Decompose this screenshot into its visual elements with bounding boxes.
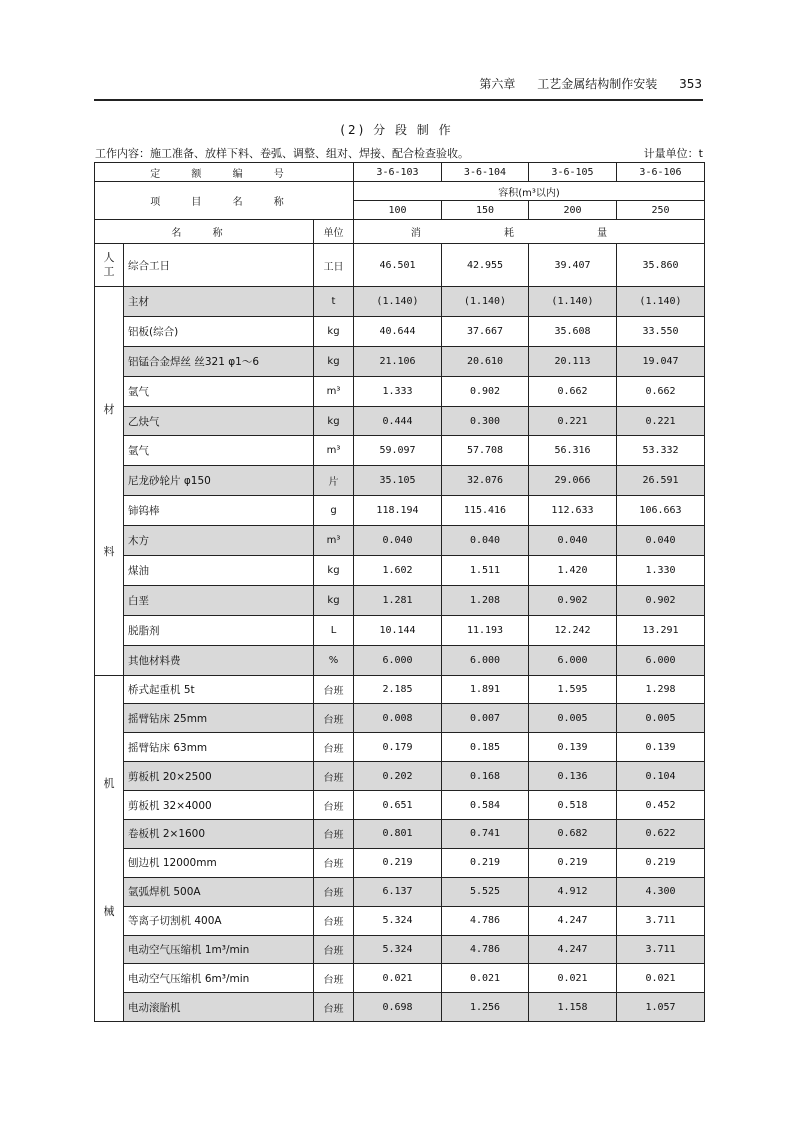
value-cell: 0.021 bbox=[354, 964, 442, 993]
value-cell: 29.066 bbox=[529, 466, 617, 496]
value-cell: 0.662 bbox=[617, 376, 705, 406]
volume-label: 容积(m³以内) bbox=[354, 182, 705, 201]
value-cell: 0.221 bbox=[617, 406, 705, 436]
table-row bbox=[95, 762, 705, 791]
unit-cell: 台班 bbox=[314, 733, 354, 762]
value-cell: 0.139 bbox=[617, 733, 705, 762]
unit-cell: 台班 bbox=[314, 791, 354, 820]
item-name-cell: 电动滚胎机 bbox=[124, 993, 314, 1022]
value-cell: 21.106 bbox=[354, 346, 442, 376]
table-row bbox=[95, 906, 705, 935]
item-name-cell: 铝锰合金焊丝 丝321 φ1～6 bbox=[124, 346, 314, 376]
value-cell: (1.140) bbox=[529, 287, 617, 317]
category-cell: 机 械 bbox=[95, 675, 124, 1022]
value-cell: 33.550 bbox=[617, 316, 705, 346]
column-header-consumption: 消 耗 量 bbox=[354, 220, 705, 244]
item-name-cell: 铈钨棒 bbox=[124, 496, 314, 526]
unit-cell: 片 bbox=[314, 466, 354, 496]
value-cell: 1.333 bbox=[354, 376, 442, 406]
table-row bbox=[95, 877, 705, 906]
unit-cell: kg bbox=[314, 316, 354, 346]
item-name-cell: 其他材料费 bbox=[124, 645, 314, 675]
value-cell: (1.140) bbox=[354, 287, 442, 317]
value-cell: 0.902 bbox=[442, 376, 529, 406]
unit-cell: 台班 bbox=[314, 993, 354, 1022]
unit-cell: kg bbox=[314, 346, 354, 376]
unit-cell: 台班 bbox=[314, 704, 354, 733]
value-cell: 53.332 bbox=[617, 436, 705, 466]
value-cell: 2.185 bbox=[354, 675, 442, 704]
value-cell: 0.221 bbox=[529, 406, 617, 436]
value-cell: 1.602 bbox=[354, 556, 442, 586]
value-cell: 0.202 bbox=[354, 762, 442, 791]
item-name-cell: 摇臂钻床 63mm bbox=[124, 733, 314, 762]
value-cell: 115.416 bbox=[442, 496, 529, 526]
value-cell: 10.144 bbox=[354, 615, 442, 645]
category-cell: 材 料 bbox=[95, 287, 124, 676]
value-cell: 0.104 bbox=[617, 762, 705, 791]
value-cell: 0.662 bbox=[529, 376, 617, 406]
value-cell: 6.000 bbox=[529, 645, 617, 675]
value-cell: 46.501 bbox=[354, 244, 442, 287]
value-cell: 37.667 bbox=[442, 316, 529, 346]
unit-cell: kg bbox=[314, 406, 354, 436]
table-row bbox=[95, 704, 705, 733]
value-cell: 42.955 bbox=[442, 244, 529, 287]
value-cell: 1.208 bbox=[442, 585, 529, 615]
value-cell: 1.256 bbox=[442, 993, 529, 1022]
value-cell: 1.511 bbox=[442, 556, 529, 586]
value-cell: 1.158 bbox=[529, 993, 617, 1022]
table-row bbox=[95, 585, 705, 615]
item-name-cell: 脱脂剂 bbox=[124, 615, 314, 645]
value-cell: 0.219 bbox=[529, 848, 617, 877]
value-cell: 0.452 bbox=[617, 791, 705, 820]
table-row bbox=[95, 848, 705, 877]
table-row bbox=[95, 993, 705, 1022]
value-cell: 0.651 bbox=[354, 791, 442, 820]
table-row bbox=[95, 436, 705, 466]
value-cell: 1.281 bbox=[354, 585, 442, 615]
value-cell: 32.076 bbox=[442, 466, 529, 496]
unit-cell: 台班 bbox=[314, 820, 354, 849]
table-row bbox=[95, 244, 705, 287]
table-row bbox=[95, 496, 705, 526]
value-cell: 4.786 bbox=[442, 935, 529, 964]
value-cell: 0.040 bbox=[442, 526, 529, 556]
unit-cell: 工日 bbox=[314, 244, 354, 287]
value-cell: 1.057 bbox=[617, 993, 705, 1022]
value-cell: 39.407 bbox=[529, 244, 617, 287]
table-row bbox=[95, 346, 705, 376]
value-cell: 0.136 bbox=[529, 762, 617, 791]
value-cell: 11.193 bbox=[442, 615, 529, 645]
value-cell: 0.139 bbox=[529, 733, 617, 762]
header-rule bbox=[94, 99, 703, 101]
code-cell: 3-6-104 bbox=[442, 163, 529, 182]
value-cell: 5.324 bbox=[354, 906, 442, 935]
table-row bbox=[95, 376, 705, 406]
value-cell: 0.219 bbox=[617, 848, 705, 877]
table-row bbox=[95, 526, 705, 556]
volume-cell: 200 bbox=[529, 201, 617, 220]
value-cell: 4.786 bbox=[442, 906, 529, 935]
value-cell: 0.518 bbox=[529, 791, 617, 820]
value-cell: 118.194 bbox=[354, 496, 442, 526]
table-row bbox=[95, 820, 705, 849]
code-cell: 3-6-105 bbox=[529, 163, 617, 182]
item-name-cell: 木方 bbox=[124, 526, 314, 556]
table-row bbox=[95, 675, 705, 704]
value-cell: 0.698 bbox=[354, 993, 442, 1022]
unit-cell: 台班 bbox=[314, 848, 354, 877]
value-cell: 20.610 bbox=[442, 346, 529, 376]
unit-cell: L bbox=[314, 615, 354, 645]
unit-cell: 台班 bbox=[314, 762, 354, 791]
value-cell: 0.584 bbox=[442, 791, 529, 820]
value-cell: 106.663 bbox=[617, 496, 705, 526]
column-header-name: 名 称 bbox=[95, 220, 314, 244]
value-cell: 0.622 bbox=[617, 820, 705, 849]
value-cell: 0.902 bbox=[617, 585, 705, 615]
value-cell: 20.113 bbox=[529, 346, 617, 376]
value-cell: (1.140) bbox=[617, 287, 705, 317]
value-cell: 112.633 bbox=[529, 496, 617, 526]
value-cell: 1.298 bbox=[617, 675, 705, 704]
item-name-cell: 剪板机 20×2500 bbox=[124, 762, 314, 791]
value-cell: 0.021 bbox=[442, 964, 529, 993]
value-cell: 1.330 bbox=[617, 556, 705, 586]
value-cell: 26.591 bbox=[617, 466, 705, 496]
value-cell: 0.021 bbox=[617, 964, 705, 993]
item-name-cell: 摇臂钻床 25mm bbox=[124, 704, 314, 733]
value-cell: 0.902 bbox=[529, 585, 617, 615]
item-name-cell: 尼龙砂轮片 φ150 bbox=[124, 466, 314, 496]
value-cell: 0.168 bbox=[442, 762, 529, 791]
value-cell: 1.891 bbox=[442, 675, 529, 704]
value-cell: 3.711 bbox=[617, 906, 705, 935]
unit-cell: g bbox=[314, 496, 354, 526]
unit-cell: m³ bbox=[314, 526, 354, 556]
code-cell: 3-6-103 bbox=[354, 163, 442, 182]
unit-cell: m³ bbox=[314, 376, 354, 406]
item-name-cell: 电动空气压缩机 1m³/min bbox=[124, 935, 314, 964]
value-cell: 35.608 bbox=[529, 316, 617, 346]
unit-cell: % bbox=[314, 645, 354, 675]
value-cell: 4.247 bbox=[529, 935, 617, 964]
value-cell: 6.000 bbox=[617, 645, 705, 675]
item-name-cell: 电动空气压缩机 6m³/min bbox=[124, 964, 314, 993]
item-name-cell: 白垩 bbox=[124, 585, 314, 615]
volume-cell: 100 bbox=[354, 201, 442, 220]
unit-label: 计量单位：t bbox=[643, 147, 703, 160]
value-cell: 0.040 bbox=[617, 526, 705, 556]
chapter-label: 第六章 bbox=[479, 77, 516, 91]
value-cell: 4.300 bbox=[617, 877, 705, 906]
item-name-cell: 氩气 bbox=[124, 436, 314, 466]
table-row bbox=[95, 287, 705, 317]
column-header-unit: 单位 bbox=[314, 220, 354, 244]
value-cell: 59.097 bbox=[354, 436, 442, 466]
value-cell: 4.247 bbox=[529, 906, 617, 935]
item-name-cell: 桥式起重机 5t bbox=[124, 675, 314, 704]
unit-cell: 台班 bbox=[314, 877, 354, 906]
value-cell: 0.300 bbox=[442, 406, 529, 436]
value-cell: 0.219 bbox=[442, 848, 529, 877]
section-title: 工艺金属结构制作安装 bbox=[537, 77, 658, 91]
volume-cell: 150 bbox=[442, 201, 529, 220]
value-cell: 35.860 bbox=[617, 244, 705, 287]
value-cell: 1.420 bbox=[529, 556, 617, 586]
item-name-cell: 铝板(综合) bbox=[124, 316, 314, 346]
value-cell: 1.595 bbox=[529, 675, 617, 704]
value-cell: 0.801 bbox=[354, 820, 442, 849]
value-cell: 0.185 bbox=[442, 733, 529, 762]
unit-cell: kg bbox=[314, 585, 354, 615]
unit-cell: 台班 bbox=[314, 675, 354, 704]
value-cell: 0.682 bbox=[529, 820, 617, 849]
value-cell: 0.179 bbox=[354, 733, 442, 762]
value-cell: 35.105 bbox=[354, 466, 442, 496]
table-row bbox=[95, 645, 705, 675]
item-name-cell: 卷板机 2×1600 bbox=[124, 820, 314, 849]
value-cell: 0.005 bbox=[529, 704, 617, 733]
table-row bbox=[95, 466, 705, 496]
category-cell: 人 工 bbox=[95, 244, 124, 287]
value-cell: 6.137 bbox=[354, 877, 442, 906]
table-row bbox=[95, 791, 705, 820]
code-cell: 3-6-106 bbox=[617, 163, 705, 182]
value-cell: (1.140) bbox=[442, 287, 529, 317]
table-row bbox=[95, 935, 705, 964]
item-name-cell: 氩弧焊机 500A bbox=[124, 877, 314, 906]
unit-cell: 台班 bbox=[314, 906, 354, 935]
table-row bbox=[95, 556, 705, 586]
unit-cell: 台班 bbox=[314, 935, 354, 964]
work-content: 工作内容：施工准备、放样下料、卷弧、调整、组对、焊接、配合检查验收。 bbox=[95, 147, 469, 160]
value-cell: 0.021 bbox=[529, 964, 617, 993]
value-cell: 4.912 bbox=[529, 877, 617, 906]
quota-number-label: 定 额 编 号 bbox=[95, 163, 354, 182]
value-cell: 56.316 bbox=[529, 436, 617, 466]
table-row bbox=[95, 316, 705, 346]
value-cell: 5.525 bbox=[442, 877, 529, 906]
value-cell: 0.741 bbox=[442, 820, 529, 849]
unit-cell: t bbox=[314, 287, 354, 317]
item-name-cell: 氩气 bbox=[124, 376, 314, 406]
item-name-cell: 剪板机 32×4000 bbox=[124, 791, 314, 820]
value-cell: 0.219 bbox=[354, 848, 442, 877]
value-cell: 0.040 bbox=[354, 526, 442, 556]
item-name-cell: 煤油 bbox=[124, 556, 314, 586]
table-row bbox=[95, 733, 705, 762]
quota-table bbox=[94, 162, 705, 1022]
value-cell: 19.047 bbox=[617, 346, 705, 376]
value-cell: 13.291 bbox=[617, 615, 705, 645]
value-cell: 0.444 bbox=[354, 406, 442, 436]
page-number: 353 bbox=[679, 77, 702, 91]
value-cell: 40.644 bbox=[354, 316, 442, 346]
volume-cell: 250 bbox=[617, 201, 705, 220]
unit-cell: 台班 bbox=[314, 964, 354, 993]
unit-cell: kg bbox=[314, 556, 354, 586]
page-title: (2) 分 段 制 作 bbox=[340, 123, 454, 137]
value-cell: 0.007 bbox=[442, 704, 529, 733]
value-cell: 57.708 bbox=[442, 436, 529, 466]
value-cell: 6.000 bbox=[354, 645, 442, 675]
page-header bbox=[461, 75, 702, 92]
unit-cell: m³ bbox=[314, 436, 354, 466]
table-row bbox=[95, 615, 705, 645]
table-row bbox=[95, 406, 705, 436]
item-name-cell: 主材 bbox=[124, 287, 314, 317]
value-cell: 0.040 bbox=[529, 526, 617, 556]
item-name-cell: 刨边机 12000mm bbox=[124, 848, 314, 877]
value-cell: 6.000 bbox=[442, 645, 529, 675]
value-cell: 3.711 bbox=[617, 935, 705, 964]
value-cell: 0.008 bbox=[354, 704, 442, 733]
value-cell: 5.324 bbox=[354, 935, 442, 964]
item-name-cell: 等离子切割机 400A bbox=[124, 906, 314, 935]
value-cell: 0.005 bbox=[617, 704, 705, 733]
item-name-cell: 乙炔气 bbox=[124, 406, 314, 436]
item-name-label: 项 目 名 称 bbox=[95, 182, 354, 220]
table-row bbox=[95, 964, 705, 993]
item-name-cell: 综合工日 bbox=[124, 244, 314, 287]
value-cell: 12.242 bbox=[529, 615, 617, 645]
